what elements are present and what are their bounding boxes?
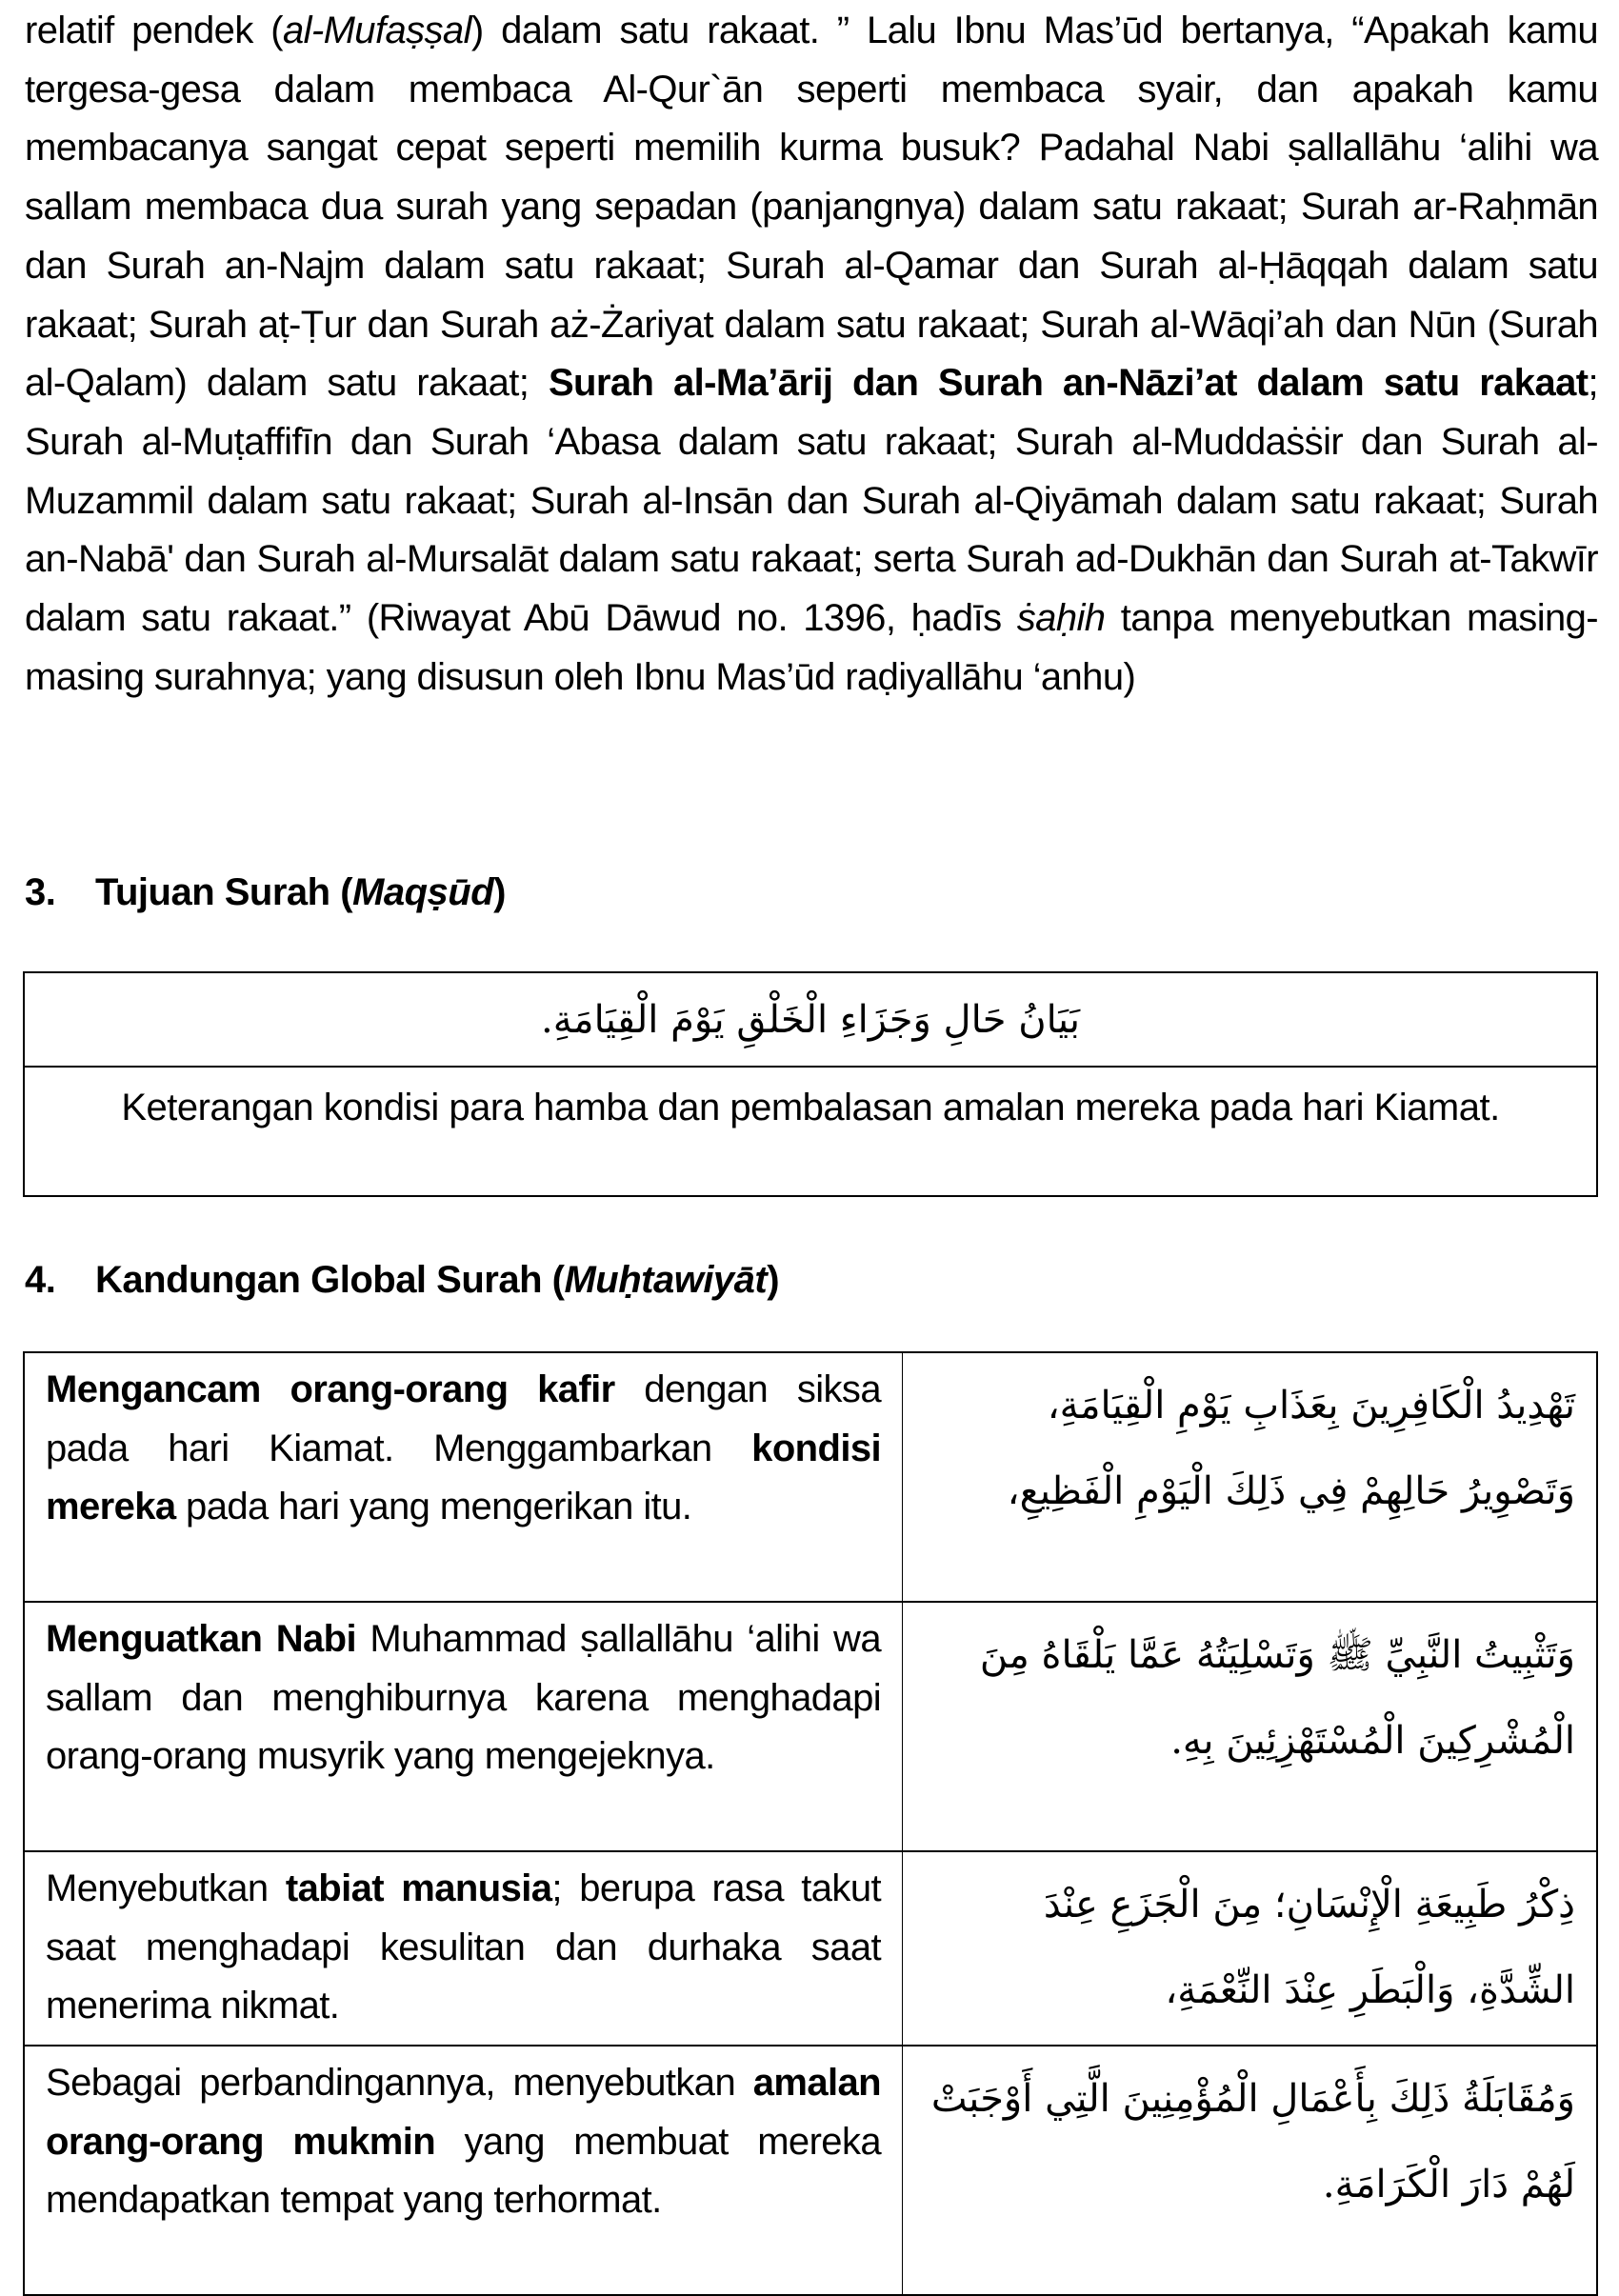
section-heading-tujuan-surah: [25, 871, 506, 914]
text-segment: pada hari yang mengerikan itu.: [175, 1486, 692, 1527]
text-segment-bold: Mengancam orang-orang kafir: [46, 1368, 615, 1410]
indonesian-cell: [24, 1851, 903, 2046]
text-segment: ) dalam satu rakaat. ” Lalu Ibnu Mas’ūd bertanya, “Apakah kamu tergesa-gesa dalam membaca Al-Qur`ān seperti membaca syair, dan apakah kamu membacanya sangat cepat seperti memilih kurma busuk? Padahal Nabi ṣallallāhu ‘alihi wa sallam membaca dua surah yang sepadan (panjangnya) dalam satu rakaat; Surah ar-Raḥmān dan Surah an-Najm dalam satu rakaat; Surah al-Qamar dan Surah al-Ḥāqqah dalam satu rakaat; Surah aṭ-Ṭur dan Surah aż-Żariyat dalam satu rakaat; Surah al-Wāqi’ah dan Nūn (Surah al-Qalam) dalam satu rakaat;: [25, 10, 1598, 405]
text-segment: yang membuat mereka mendapatkan tempat yang terhormat.: [46, 2120, 881, 2221]
text-segment-italic: ṡaḥih: [1016, 597, 1106, 640]
text-segment: tanpa menyebutkan masing-masing surahnya; yang disusun oleh Ibnu Mas’ūd raḍiyallāhu ‘anhu): [25, 597, 1599, 698]
indonesian-cell: [24, 2046, 903, 2295]
arabic-cell: وَتَثْبِيتُ النَّبِيِّ ﷺ وَتَسْلِيَتُهُ عَمَّا يَلْقَاهُ مِنَ الْمُشْرِكِينَ الْمُسْتَهْزِئِينَ بِهِ.: [903, 1602, 1598, 1851]
section-title-italic: Maqṣūd: [352, 871, 494, 913]
text-segment-bold: tabiat manusia: [285, 1867, 552, 1909]
hadith-paragraph: [25, 0, 1598, 707]
text-segment-bold: amalan orang-orang mukmin: [46, 2062, 881, 2163]
text-segment: Menyebutkan: [46, 1867, 286, 1909]
text-segment: dengan siksa pada hari Kiamat. Menggambarkan: [46, 1368, 881, 1469]
section-title: Kandungan Global Surah (: [95, 1259, 565, 1301]
content-table: [23, 1351, 1598, 2296]
section-number: 4.: [25, 1259, 56, 1301]
text-segment: Muhammad ṣallallāhu ‘alihi wa sallam dan menghiburnya karena menghadapi orang-orang musyrik yang mengejeknya.: [46, 1618, 881, 1777]
section-title: Tujuan Surah (: [95, 871, 353, 913]
text-segment: relatif pendek (: [25, 10, 283, 51]
arabic-cell: وَمُقَابَلَةُ ذَلِكَ بِأَعْمَالِ الْمُؤْمِنِينَ الَّتِي أَوْجَبَتْ لَهُمْ دَارَ الْكَرَامَةِ.: [903, 2046, 1598, 2295]
text-segment: Sebagai perbandingannya, menyebutkan: [46, 2062, 753, 2104]
section-title-end: ): [767, 1259, 780, 1301]
maqsud-box: [23, 971, 1598, 1197]
section-number: 3.: [25, 871, 56, 913]
indonesian-cell: [24, 1602, 903, 1851]
text-segment: ; berupa rasa takut saat menghadapi kesulitan dan durhaka saat menerima nikmat.: [46, 1867, 881, 2026]
arabic-cell: ذِكْرُ طَبِيعَةِ الْإِنْسَانِ؛ مِنَ الْجَزَعِ عِنْدَ الشِّدَّةِ، وَالْبَطَرِ عِنْدَ النِّعْمَةِ،: [903, 1851, 1598, 2046]
section-title-italic: Muḥtawiyāt: [564, 1259, 768, 1301]
text-segment-italic: al-Mufaṣṣal: [282, 10, 471, 51]
table-row: [24, 1851, 1597, 2046]
text-segment: ; Surah al-Muṭaffifīn dan Surah ‘Abasa dalam satu rakaat; Surah al-Muddaṡṡir dan Surah al-Muzammil dalam satu rakaat; Surah al-Insān dan Surah al-Qiyāmah dalam satu rakaat; Surah an-Nabā' dan Surah al-Mursalāt dalam satu rakaat; serta Surah ad-Dukhān dan Surah at-Takwīr dalam satu rakaat.” (Riwayat Abū Dāwud no. 1396, ḥadīs: [25, 362, 1598, 640]
text-segment-bold: Surah al-Ma’ārij dan Surah an-Nāzi’at dalam satu rakaat: [548, 362, 1589, 405]
section-heading-kandungan-global: [25, 1259, 779, 1302]
text-segment-bold: Menguatkan Nabi: [46, 1618, 356, 1660]
table-row: [24, 2046, 1597, 2295]
arabic-cell: تَهْدِيدُ الْكَافِرِينَ بِعَذَابِ يَوْمِ الْقِيَامَةِ، وَتَصْوِيرُ حَالِهِمْ فِي ذَلِكَ الْيَوْمِ الْفَظِيعِ،: [903, 1352, 1598, 1602]
indonesian-cell: [24, 1352, 903, 1602]
table-row: [24, 1602, 1597, 1851]
text-segment-bold: kondisi mereka: [46, 1427, 881, 1527]
section-title-end: ): [493, 871, 506, 913]
maqsud-arabic: بَيَانُ حَالِ وَجَزَاءِ الْخَلْقِ يَوْمَ الْقِيَامَةِ.: [25, 973, 1596, 1068]
table-row: [24, 1352, 1597, 1602]
maqsud-translation: Keterangan kondisi para hamba dan pembalasan amalan mereka pada hari Kiamat.: [121, 1087, 1500, 1128]
